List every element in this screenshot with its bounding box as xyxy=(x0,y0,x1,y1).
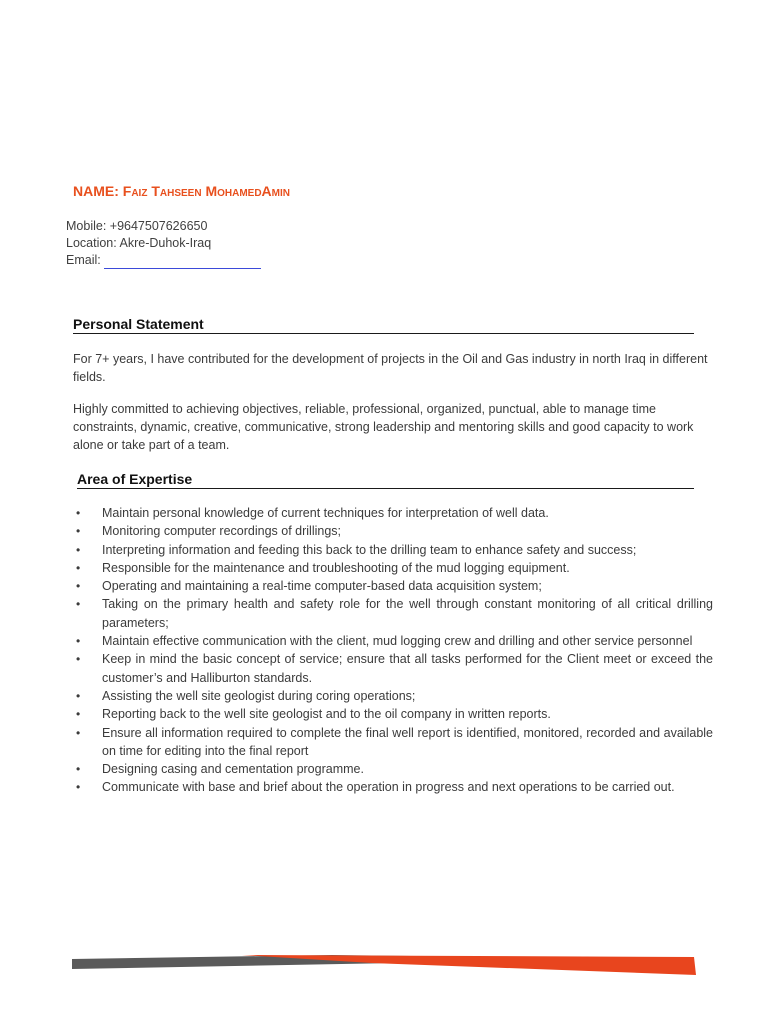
bullet-icon: • xyxy=(76,652,81,667)
personal-statement-paragraph-2: Highly committed to achieving objectives, reliable, professional, organized, punctual, able to manage time constraints, dynamic, creative, communicative, strong leadership and mentoring skills and good capacity to work alone or take part of a team. xyxy=(73,402,694,452)
personal-statement-heading: Personal Statement xyxy=(73,316,694,334)
footer-decoration xyxy=(72,953,696,977)
bullet-icon: • xyxy=(76,597,81,612)
list-item: • Keep in mind the basic concept of service; ensure that all tasks performed for the Client meet or exceed the customer’s and Halliburton standards. xyxy=(76,652,713,685)
list-item: • Ensure all information required to complete the final well report is identified, monitored, recorded and available on time for editing into the final report xyxy=(76,725,713,758)
name-line xyxy=(73,183,290,199)
contact-block xyxy=(66,218,261,269)
bullet-icon: • xyxy=(76,506,81,520)
full-name: Faiz Tahseen MohamedAmin xyxy=(122,183,290,199)
email-label: Email: xyxy=(66,253,101,267)
list-item: • Communicate with base and brief about the operation in progress and next operations to be carried out. xyxy=(73,778,713,796)
footer-orange-band xyxy=(242,955,696,975)
bullet-icon: • xyxy=(76,707,81,722)
expertise-list xyxy=(73,504,713,797)
list-item: • Reporting back to the well site geologist and to the oil company in written reports. xyxy=(73,705,713,723)
list-item: • Maintain effective communication with the client, mud logging crew and drilling and other service personnel xyxy=(73,632,713,650)
bullet-icon: • xyxy=(76,725,81,740)
list-item: • Assisting the well site geologist during coring operations; xyxy=(73,687,713,705)
bullet-icon: • xyxy=(76,579,81,594)
list-item: • Maintain personal knowledge of current techniques for interpretation of well data. xyxy=(73,504,713,522)
list-item: • Operating and maintaining a real-time computer-based data acquisition system; xyxy=(73,577,713,595)
bullet-icon: • xyxy=(76,780,81,795)
bullet-icon: • xyxy=(76,688,81,703)
list-item: • Monitoring computer recordings of drillings; xyxy=(73,522,713,540)
bullet-icon: • xyxy=(76,634,81,649)
list-item: • Designing casing and cementation programme. xyxy=(73,760,713,778)
bullet-icon: • xyxy=(76,542,81,557)
location: Location: Akre-Duhok-Iraq xyxy=(66,236,212,250)
list-item: • Taking on the primary health and safety role for the well through constant monitoring of all critical drilling parameters; xyxy=(76,597,713,630)
name-label: NAME: xyxy=(73,183,119,199)
bullet-icon: • xyxy=(76,762,81,777)
personal-statement-paragraph-1: For 7+ years, I have contributed for the development of projects in the Oil and Gas industry in north Iraq in different fields. xyxy=(73,352,708,384)
list-item: • Interpreting information and feeding this back to the drilling team to enhance safety and success; xyxy=(73,541,713,559)
bullet-icon: • xyxy=(76,524,81,539)
email-row xyxy=(66,252,261,269)
mobile-number: Mobile: +9647507626650 xyxy=(66,219,208,233)
expertise-heading: Area of Expertise xyxy=(77,471,694,489)
list-item: • Responsible for the maintenance and troubleshooting of the mud logging equipment. xyxy=(73,559,713,577)
bullet-icon: • xyxy=(76,560,81,575)
email-link[interactable] xyxy=(104,255,261,269)
